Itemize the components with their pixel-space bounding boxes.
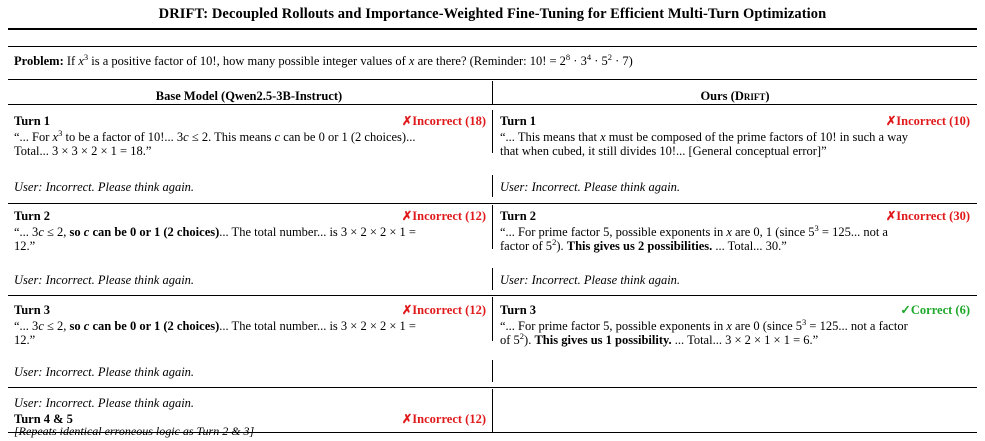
status-badge: ✗Incorrect (12) [401, 303, 486, 317]
turn1-rule [8, 203, 977, 204]
turn-text: “... For $x^3$ to be a factor of 10!... 3c ≤ 2. This means c can be 0 or 1 (2 choices)... Total... 3 × 3 × 2 × 1 = 18.” [14, 128, 416, 158]
user-prompt: User: Incorrect. Please think again. [500, 180, 681, 194]
turn-text: “... 3c ≤ 2, so c can be 0 or 1 (2 choices)... The total number... is 3 × 2 × 2 × 1 = 12.” [14, 225, 416, 253]
column-header-base: Base Model (Qwen2.5-3B-Instruct) [155, 89, 343, 103]
user-prompt: User: Incorrect. Please think again. [14, 396, 195, 410]
status-badge: ✗Incorrect (10) [885, 114, 970, 128]
turn-label: Turn 1 [14, 114, 51, 128]
turn-text: “... This means that x must be composed of the prime factors of 10! in such a way that when cubed, it still divides 10!... [General conceptual error]” [500, 130, 909, 158]
turn-label: Turn 2 [500, 209, 537, 223]
user-prompt: User: Incorrect. Please think again. [500, 273, 681, 287]
table-top-rule [8, 46, 977, 47]
column-divider [492, 81, 493, 104]
column-divider [492, 297, 493, 341]
status-badge: ✗Incorrect (30) [885, 209, 970, 223]
user-prompt: User: Incorrect. Please think again. [14, 365, 195, 379]
user-prompt: User: Incorrect. Please think again. [14, 180, 195, 194]
status-badge: ✗Incorrect (12) [401, 412, 486, 426]
right-turn2 [500, 209, 970, 253]
left-turn1 [14, 114, 486, 158]
turn-note: [Repeats identical erroneous logic as Turn 2 & 3] [14, 424, 255, 438]
turn-text: “... For prime factor 5, possible exponents in x are 0 (since $5^3 = 125$... not a factor of $5^2$). This gives us 1 possibility. ... Total... 3 × 2 × 1 × 1 = 6.” [500, 317, 908, 347]
turn-label: Turn 3 [14, 303, 51, 317]
right-turn3 [500, 303, 970, 347]
left-turn2 [14, 209, 486, 253]
problem-rule [8, 79, 977, 80]
column-header-ours: Ours (Drift) [700, 89, 770, 103]
problem-statement: Problem: If $x^3$ is a positive factor of 10!, how many possible integer values of x are there? (Reminder: 10! = $2^8 \cdot 3^4 \cdot 5^2 \cdot 7$) [14, 52, 633, 68]
right-turn1 [500, 114, 970, 158]
page-title: DRIFT: Decoupled Rollouts and Importance-Weighted Fine-Tuning for Efficient Multi-Turn Optimization [158, 6, 827, 22]
turn-label: Turn 3 [500, 303, 537, 317]
turn2-rule [8, 295, 977, 296]
turn3-rule [8, 387, 977, 388]
turn-label: Turn 1 [500, 114, 537, 128]
status-badge: ✓Correct (6) [900, 303, 970, 317]
column-divider [492, 360, 493, 382]
left-turn3 [14, 303, 486, 347]
header-rule [8, 104, 977, 105]
column-divider [492, 205, 493, 249]
turn-text: “... 3c ≤ 2, so c can be 0 or 1 (2 choices)... The total number... is 3 × 2 × 2 × 1 = 12.” [14, 319, 416, 347]
status-badge: ✗Incorrect (18) [401, 114, 486, 128]
column-divider [492, 268, 493, 290]
column-divider [492, 389, 493, 432]
top-rule [8, 28, 977, 30]
user-prompt: User: Incorrect. Please think again. [14, 273, 195, 287]
column-divider [492, 175, 493, 197]
turn-label: Turn 2 [14, 209, 51, 223]
column-divider [492, 110, 493, 153]
status-badge: ✗Incorrect (12) [401, 209, 486, 223]
turn-label: Turn 4 & 5 [14, 412, 73, 426]
turn-text: “... For prime factor 5, possible exponents in x are 0, 1 (since $5^3 = 125$... not a factor of $5^2$). This gives us 2 possibilities. ... Total... 30.” [500, 223, 888, 253]
